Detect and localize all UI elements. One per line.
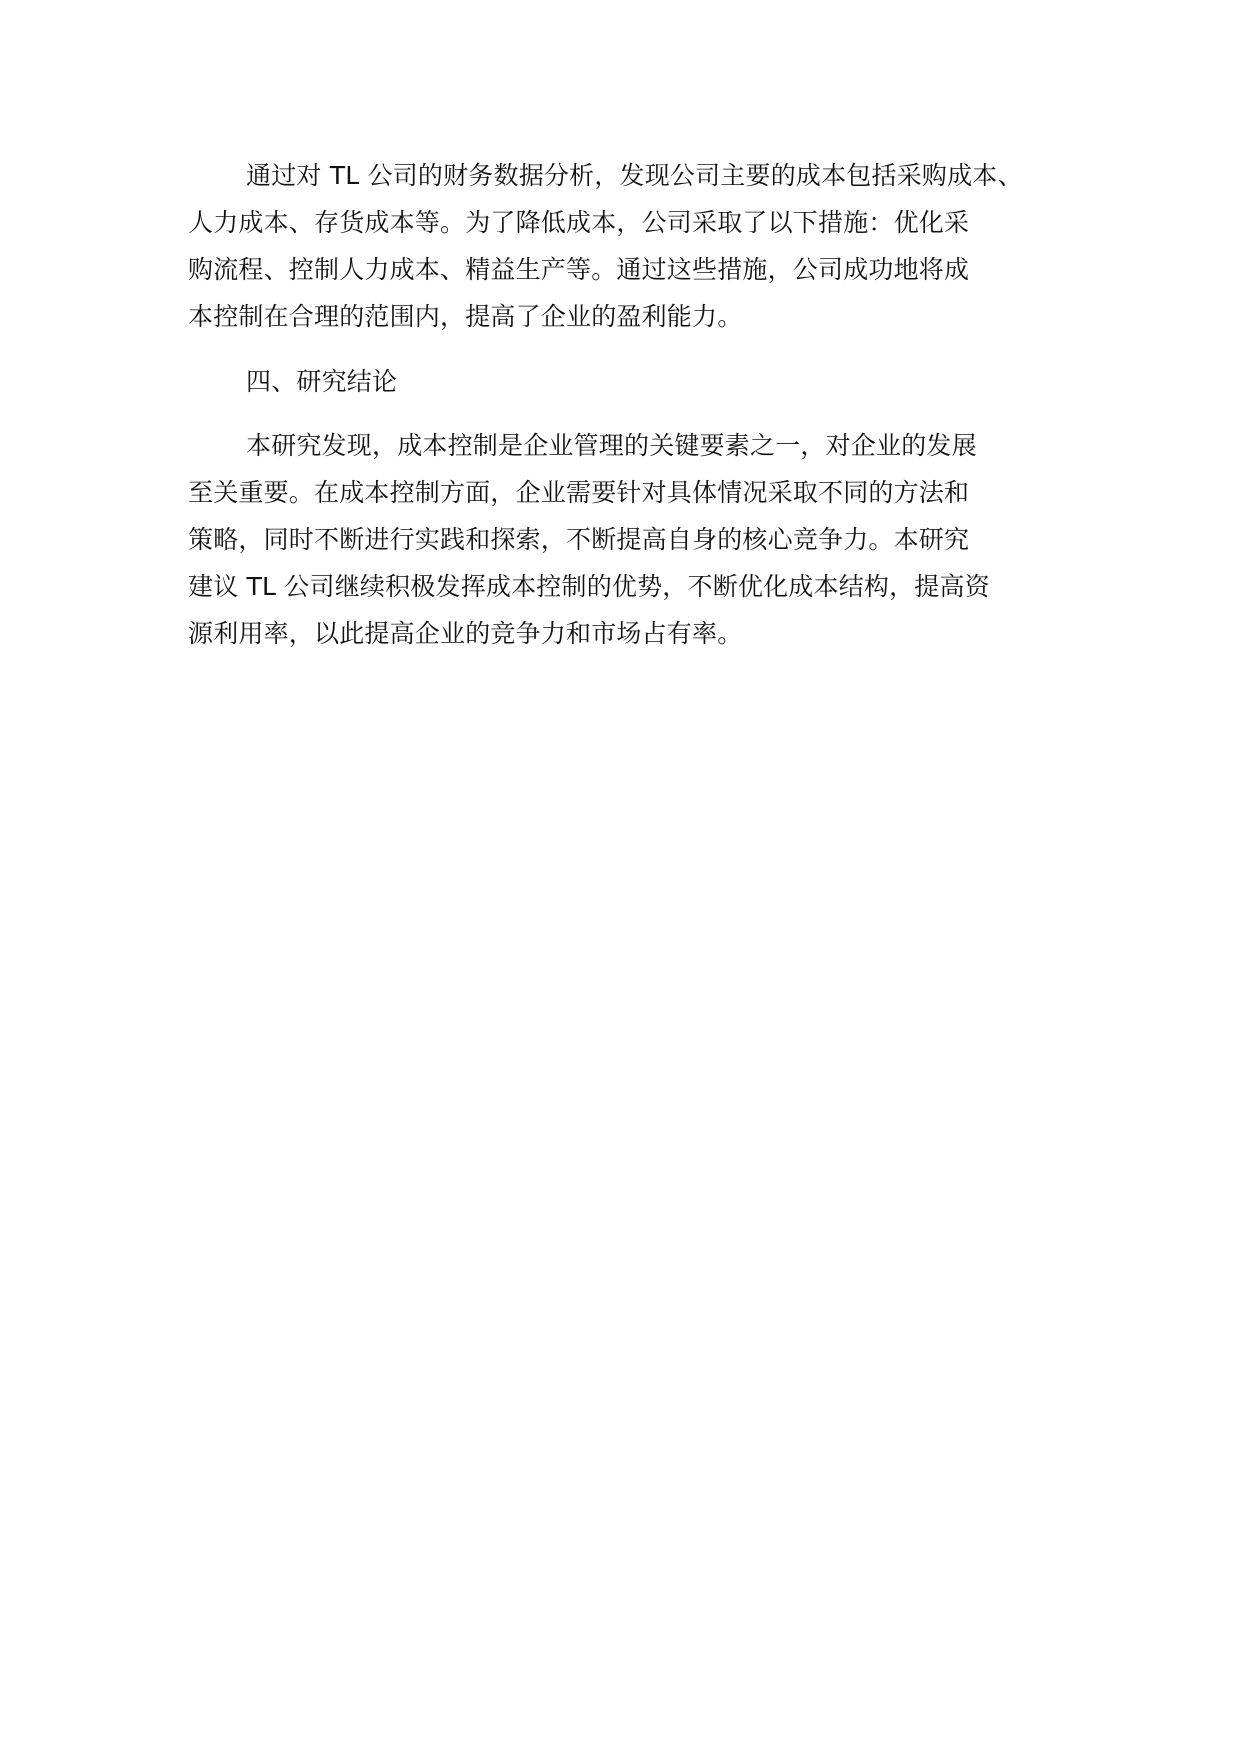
paragraph-2-line-1: 本研究发现，成本控制是企业管理的关键要素之一，对企业的发展 <box>246 431 977 460</box>
paragraph-1-line-1: 通过对 TL 公司的财务数据分析，发现公司主要的成本包括采购成本、 <box>246 161 1023 190</box>
paragraph-1-line-4: 本控制在合理的范围内，提高了企业的盈利能力。 <box>188 302 743 331</box>
paragraph-1-line-2: 人力成本、存货成本等。为了降低成本，公司采取了以下措施：优化采 <box>188 208 970 237</box>
paragraph-2-line-4: 建议 TL 公司继续积极发挥成本控制的优势，不断优化成本结构，提高资 <box>188 572 990 601</box>
section-heading: 四、研究结论 <box>246 367 398 396</box>
paragraph-1-line-3: 购流程、控制人力成本、精益生产等。通过这些措施，公司成功地将成 <box>188 255 970 284</box>
paragraph-2-line-5: 源利用率，以此提高企业的竞争力和市场占有率。 <box>188 619 743 648</box>
paragraph-2-line-2: 至关重要。在成本控制方面，企业需要针对具体情况采取不同的方法和 <box>188 478 970 507</box>
paragraph-2-line-3: 策略，同时不断进行实践和探索，不断提高自身的核心竞争力。本研究 <box>188 525 970 554</box>
